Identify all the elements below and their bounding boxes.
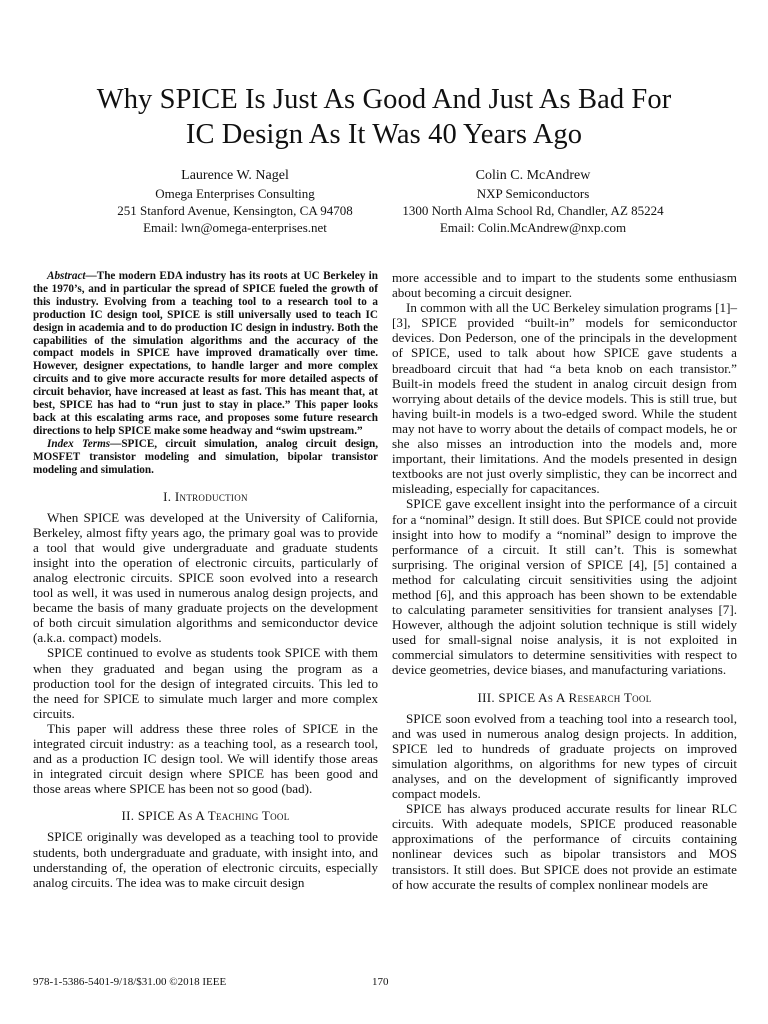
author-affiliation: NXP Semiconductors	[476, 186, 590, 201]
section-heading-introduction: I. Introduction	[163, 488, 248, 504]
index-terms-text: —SPICE, circuit simulation, analog circuit design, MOSFET transistor modeling and simulation, bipolar transistor modeling and simulation.	[33, 437, 378, 476]
paragraph: SPICE has always produced accurate results for linear RLC circuits. With adequate models, SPICE produced reasonable approximations of the performance of circuits containing nonlinear devices such as bipolar transistors and MOS transistors. It still does. But SPICE does not provide an estimate of how accurate the results of complex nonlinear models are	[392, 801, 737, 892]
author-block-1	[80, 166, 390, 236]
author-block-2	[378, 166, 688, 236]
right-column	[392, 270, 737, 892]
paragraph: When SPICE was developed at the University of California, Berkeley, almost fifty years ago, the primary goal was to provide a tool that would give undergraduate and graduate students insight into the operation of electronic circuits, particularly of analog electronic circuits. SPICE soon evolved into a research tool as well, it was used in numerous analog design projects, and became the basis of many graduate projects on the development of both circuit simulation algorithms and semiconductor device (a.k.a. compact) models.	[33, 509, 378, 646]
author-name: Laurence W. Nagel	[181, 168, 289, 183]
paragraph: In common with all the UC Berkeley simulation programs [1]–[3], SPICE provided “built-in” models for semiconductor devices. Don Pederson, one of the principals in the development of SPICE, used to talk about how SPICE gave students a breadboard circuit that had “a beta knob on each transistor.” Built-in models freed the student in analog circuit design from worrying about details of the device models. This is still true, but having built-in models is a two-edged sword. While the student may not have to worry about the details of compact models, he or she also misses an introduction into the models and, more important, their limitations. And the models presented in design textbooks are not just overly simplistic, they can be incorrect and misleading, especially for capacitances.	[392, 300, 737, 497]
left-column	[33, 270, 378, 890]
paragraph: SPICE originally was developed as a teaching tool to provide students, both undergraduate and graduate, with insight into, and understanding of, the operation of electronic circuits, especially analog circuits. The idea was to make circuit design	[33, 829, 378, 890]
abstract-label: Abstract	[47, 270, 86, 282]
section-heading-teaching-tool: II. SPICE As A Teaching Tool	[121, 808, 290, 824]
paragraph: SPICE gave excellent insight into the performance of a circuit for a “nominal” design. It still does. But SPICE could not provide insight into how to modify a “nominal” design to improve the performance of a circuit. It still can’t. This is somewhat surprising. The original version of SPICE [4], [5] contained a method for calculating circuit sensitivities using the adjoint method [6], and this approach has been shown to be extendable to calculating parameter sensitivities for transient analyses [7]. However, although the adjoint solution technique is still widely used for small-signal noise analysis, it is not exploited in commercial simulators to determine sensitivities with respect to device geometries, device biases, and manufacturing variations.	[392, 496, 737, 678]
title-line-2: IC Design As It Was 40 Years Ago	[185, 119, 583, 150]
author-affiliation: Omega Enterprises Consulting	[155, 186, 315, 201]
index-terms	[33, 438, 378, 477]
author-email: Email: lwn@omega-enterprises.net	[143, 220, 327, 235]
author-address: 251 Stanford Avenue, Kensington, CA 94708	[117, 203, 353, 218]
author-name: Colin C. McAndrew	[475, 168, 591, 183]
author-email: Email: Colin.McAndrew@nxp.com	[439, 220, 627, 235]
paper-title	[40, 82, 728, 152]
section-heading-research-tool: III. SPICE As A Research Tool	[477, 689, 652, 705]
title-line-1: Why SPICE Is Just As Good And Just As Bad For	[96, 84, 672, 115]
paragraph: more accessible and to impart to the students some enthusiasm about becoming a circuit designer.	[392, 270, 737, 301]
footer-isbn: 978-1-5386-5401-9/18/$31.00 ©2018 IEEE	[33, 976, 227, 988]
author-address: 1300 North Alma School Rd, Chandler, AZ 85224	[402, 203, 664, 218]
page-number: 170	[372, 976, 389, 988]
abstract-text: —The modern EDA industry has its roots at UC Berkeley in the 1970’s, and in particular the spread of SPICE fueled the growth of this industry. Evolving from a teaching tool to a research tool to a production IC design tool, SPICE is still universally used to teach IC design in academia and to do production IC design in industry. Both the capabilities of the simulation algorithms and the accuracy of the compact models in SPICE have improved dramatically over time. However, designer expectations, to handle larger and more complex circuits and to give more accuracte results for more detailed aspects of circuit behavior, have increased at least as fast. This has meant that, at best, SPICE has had to “run just to stay in place.” This paper looks back at this escalating arms race, and proposes some future research directions to help SPICE make some headway and “swim upstream.”	[33, 270, 378, 437]
paragraph: SPICE continued to evolve as students took SPICE with them when they graduated and began using the program as a production tool for the design of integrated circuits. This led to the need for SPICE to simulate much larger and more complex circuits.	[33, 645, 378, 721]
paragraph: This paper will address these three roles of SPICE in the integrated circuit industry: as a teaching tool, as a research tool, and as a production IC design tool. We will identify those areas in integrated circuit design where SPICE has been good and those areas where SPICE has been not so good (bad).	[33, 720, 378, 797]
index-terms-label: Index Terms	[47, 437, 111, 450]
paragraph: SPICE soon evolved from a teaching tool into a research tool, and was used in numerous analog design projects. In addition, SPICE led to hundreds of graduate projects on improved simulation algorithms, on algorithms for new types of circuit analyses, and on the development of significantly improved compact models.	[392, 710, 737, 802]
abstract	[33, 270, 378, 438]
